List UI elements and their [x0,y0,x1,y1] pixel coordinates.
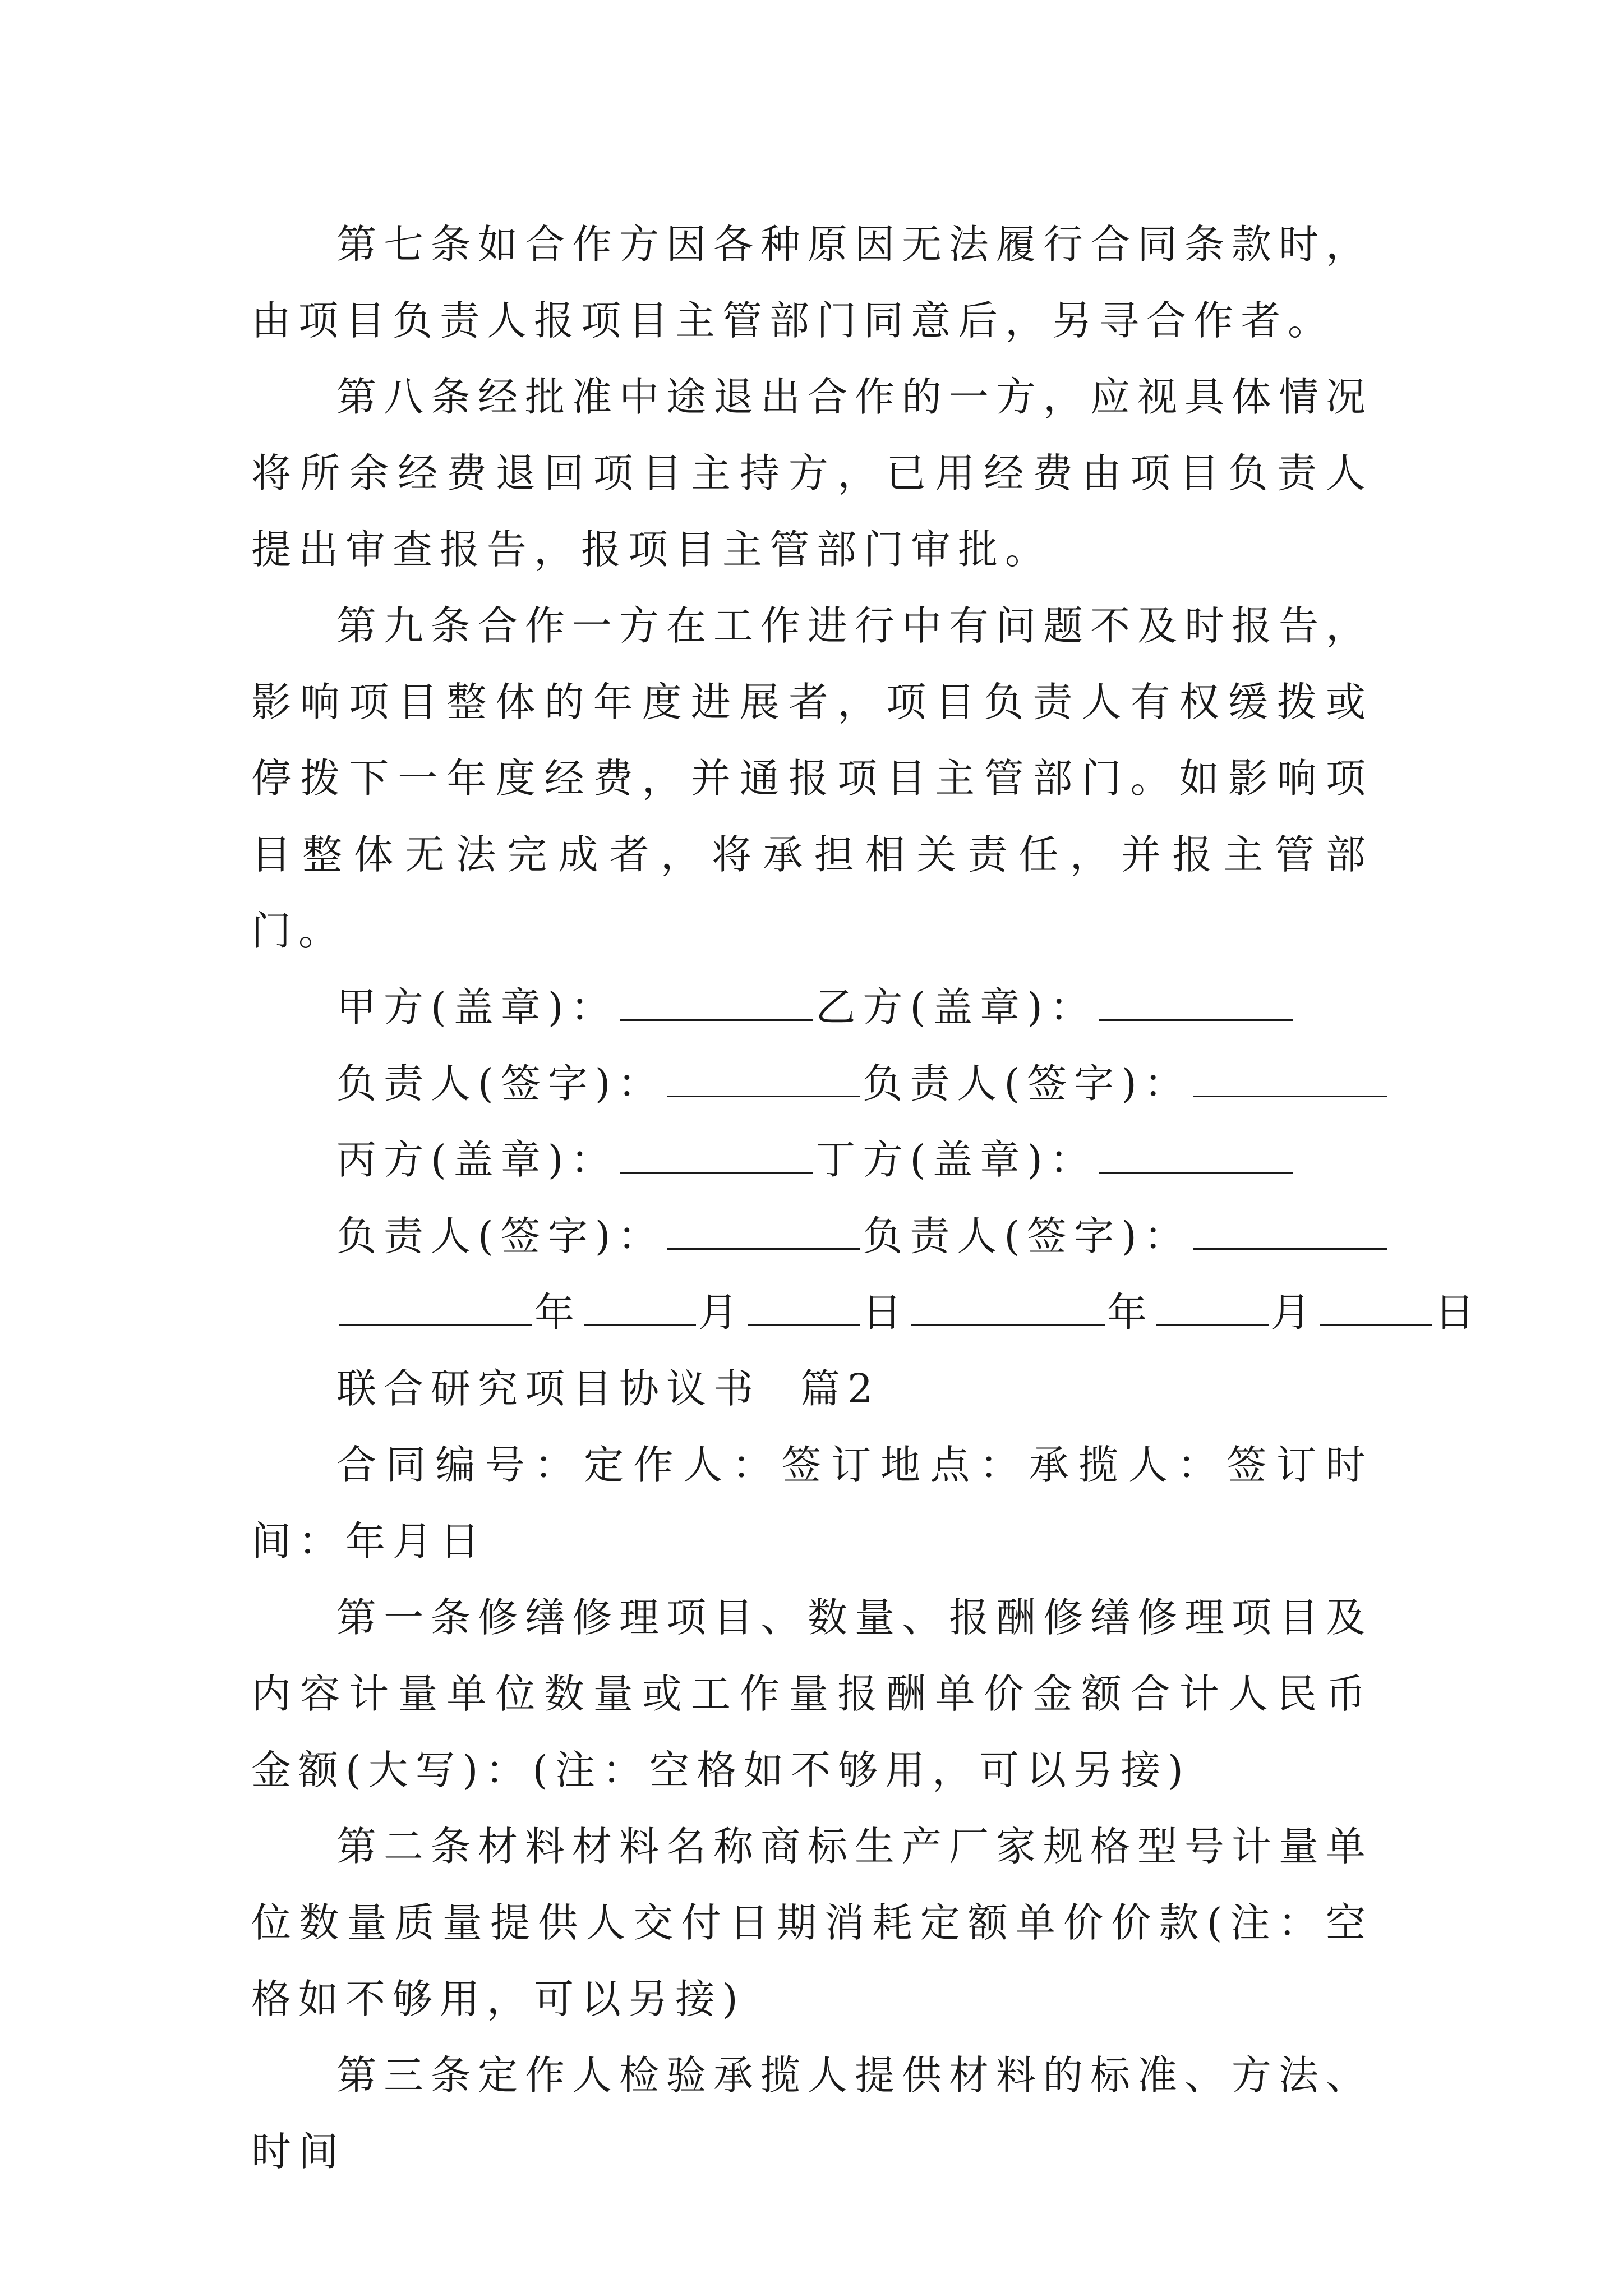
year-label-right: 年 [1107,1289,1155,1336]
day-blank-right [1320,1292,1432,1326]
day-blank-left [748,1292,860,1326]
principal-b-label: 负责人(签字)： [863,1060,1191,1107]
party-b-label: 乙方(盖章)： [815,984,1097,1030]
day-label-left: 日 [862,1289,910,1336]
article-9: 第九条合作一方在工作进行中有问题不及时报告，影响项目整体的年度进展者，项目负责人有权缓拨或停拨下一年度经费，并通报项目主管部门。如影响项目整体无法完成者，将承担相关责任，并报主管部门。 [251,602,1373,954]
signature-row-principal-cd [251,1198,1373,1274]
article-8: 第八条经批准中途退出合作的一方，应视具体情况将所余经费退回项目主持方，已用经费由项目负责人提出审查报告，报项目主管部门审批。 [251,374,1373,573]
principal-d-blank [1193,1216,1387,1250]
principal-a-blank [667,1063,860,1097]
contract-header: 合同编号：定作人：签订地点：承揽人：签订时间：年月日 [251,1442,1373,1565]
signature-row-ab [251,969,1373,1046]
party-a-label: 甲方(盖章)： [336,984,618,1030]
article-2: 第二条材料材料名称商标生产厂家规格型号计量单位数量质量提供人交付日期消耗定额单价价款(注：空格如不够用，可以另接) [251,1823,1373,2022]
principal-d-label: 负责人(签字)： [863,1213,1191,1259]
signature-row-cd [251,1122,1373,1198]
article-7: 第七条如合作方因各种原因无法履行合同条款时，由项目负责人报项目主管部门同意后，另寻合作者。 [251,221,1373,344]
month-label-left: 月 [698,1289,746,1336]
party-c-blank [620,1139,813,1174]
month-blank-right [1156,1292,1269,1326]
day-label-right: 日 [1435,1289,1482,1336]
article-1: 第一条修缮修理项目、数量、报酬修缮修理项目及内容计量单位数量或工作量报酬单价金额合计人民币金额(大写)：(注：空格如不够用，可以另接) [251,1594,1373,1793]
document-body [251,206,1482,2190]
date-row [251,1274,1482,1351]
section-title: 联合研究项目协议书 篇2 [336,1365,880,1412]
party-b-blank [1099,987,1293,1021]
party-c-label: 丙方(盖章)： [336,1137,618,1183]
party-d-blank [1099,1139,1293,1174]
principal-c-label: 负责人(签字)： [336,1213,665,1259]
party-d-label: 丁方(盖章)： [815,1137,1097,1183]
signature-row-principal-ab [251,1046,1373,1122]
principal-c-blank [667,1216,860,1250]
year-blank-right [911,1292,1105,1326]
year-blank-left [339,1292,532,1326]
year-label-left: 年 [534,1289,582,1336]
month-label-right: 月 [1271,1289,1318,1336]
month-blank-left [584,1292,696,1326]
principal-b-blank [1193,1063,1387,1097]
party-a-blank [620,987,813,1021]
principal-a-label: 负责人(签字)： [336,1060,665,1107]
article-3: 第三条定作人检验承揽人提供材料的标准、方法、时间 [251,2052,1373,2175]
